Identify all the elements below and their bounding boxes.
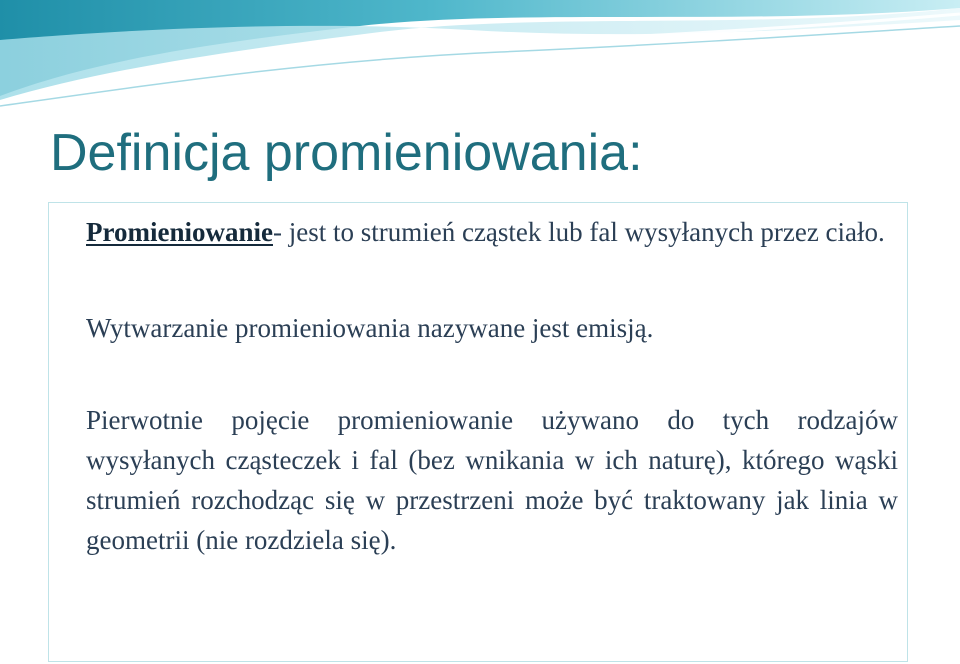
- definition-paragraph: [86, 212, 898, 252]
- decorative-wave-header: [0, 0, 960, 120]
- slide-title: Definicja promieniowania:: [50, 124, 643, 182]
- emission-paragraph: Wytwarzanie promieniowania nazywane jest emisją.: [86, 313, 654, 343]
- history-paragraph: Pierwotnie pojęcie promieniowanie używano do tych rodzajów wysyłanych cząsteczek i fal (bez wnikania w ich naturę), którego wąski strumień rozchodząc się w przestrzeni może być traktowany jak linia w geometrii (nie rozdziela się).: [86, 405, 898, 555]
- definition-text: - jest to strumień cząstek lub fal wysyłanych przez ciało.: [272, 217, 885, 247]
- slide-content: [86, 212, 898, 560]
- defined-term: Promieniowanie: [86, 217, 273, 247]
